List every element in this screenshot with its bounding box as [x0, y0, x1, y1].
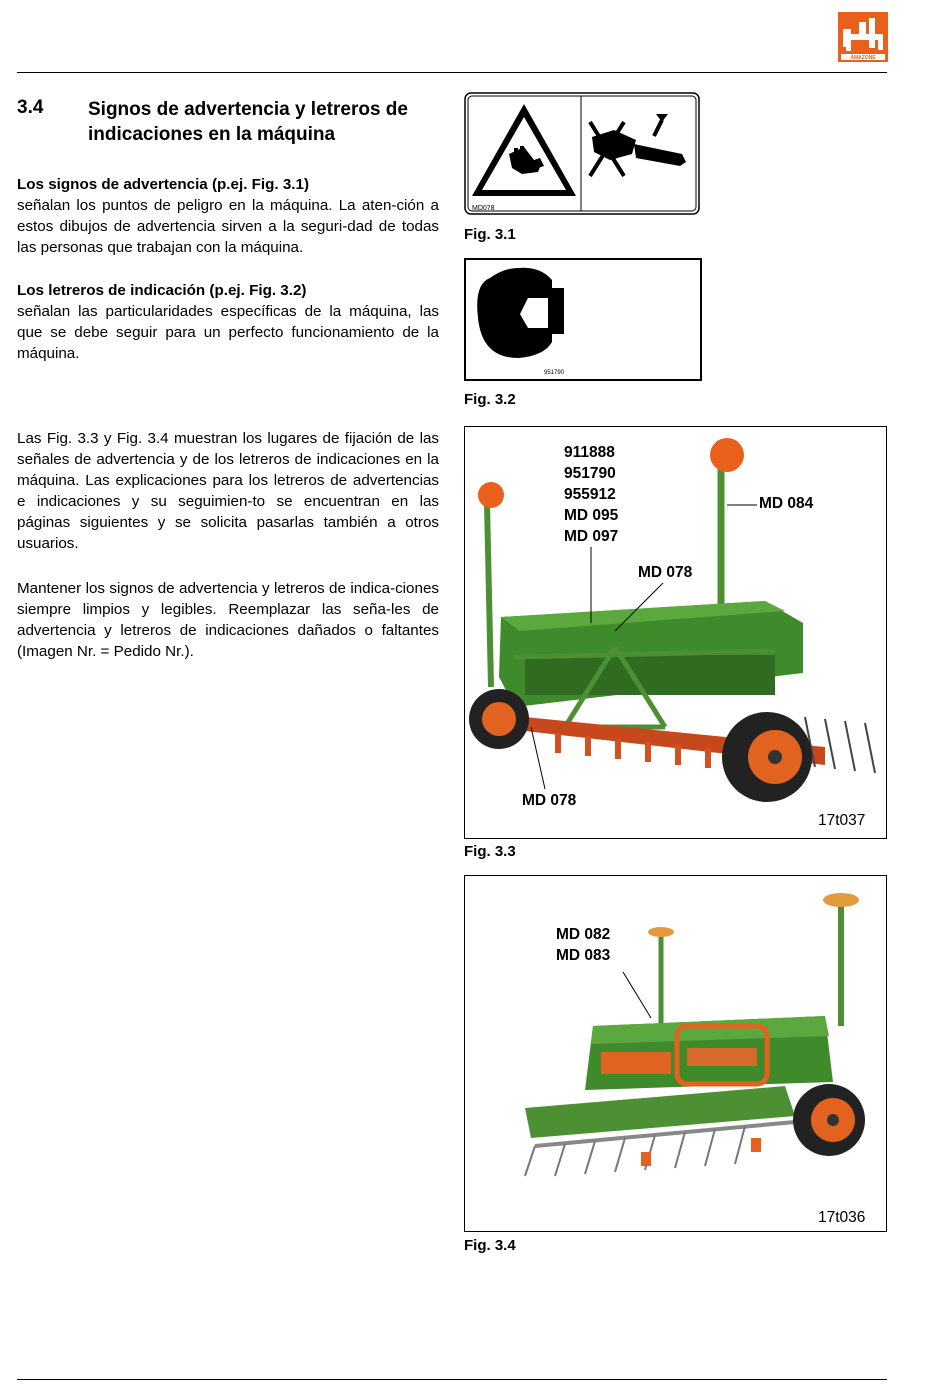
- locations-paragraph: Las Fig. 3.3 y Fig. 3.4 muestran los lugares de fijación de las señales de advertencia y de los letreros de indicaciones en la máquina. Las explicaciones para los letreros de advertencias e indicaciones y su seguimien-to se encuentran en las páginas siguientes y se solicita pasarlas también a otros usuarios.: [17, 430, 439, 552]
- figure-caption-3-2: Fig. 3.2: [464, 391, 516, 408]
- warning-signs-paragraph: [17, 174, 439, 258]
- svg-text:AMAZONE: AMAZONE: [850, 55, 876, 61]
- callout-md097: MD 097: [564, 528, 619, 545]
- section-title: Signos de advertencia y letreros de indicaciones en la máquina: [88, 99, 408, 145]
- callout-md095: MD 095: [564, 507, 619, 524]
- callout-md082: MD 082: [556, 926, 611, 943]
- callout-md078-bottom: MD 078: [522, 792, 577, 809]
- callout-md078-top: MD 078: [638, 564, 693, 581]
- callout-955912: 955912: [564, 486, 616, 503]
- figure-caption-3-3: Fig. 3.3: [464, 843, 516, 860]
- info-signs-paragraph: [17, 280, 439, 364]
- maintain-paragraph: Mantener los signos de advertencia y letreros de indica-ciones siempre limpios y legibles. Reemplazar las seña-les de advertencia y letreros de indicaciones dañados o faltantes (Imagen Nr. = Pedido Nr.).: [17, 580, 439, 660]
- figure-caption-3-1: Fig. 3.1: [464, 226, 516, 243]
- warning-signs-body: señalan los puntos de peligro en la máquina. La aten-ción a estos dibujos de advertencia sirven a la seguri-dad de todas las personas que trabajan con la máquina.: [17, 197, 439, 256]
- amazone-logo: [838, 12, 888, 62]
- callout-group-numbers: [564, 442, 618, 547]
- image-id-17t037: 17t037: [818, 812, 866, 829]
- seed-drill-front-photo: [464, 875, 887, 1232]
- seed-drill-rear-photo: [464, 426, 887, 839]
- svg-text:MD078: MD078: [472, 205, 495, 212]
- info-signs-heading: Los letreros de indicación (p.ej. Fig. 3.2): [17, 282, 307, 299]
- info-signs-body: señalan las particularidades específicas de la máquina, las que se debe seguir para un perfecto funcionamiento de la máquina.: [17, 303, 439, 362]
- svg-text:951790: 951790: [544, 370, 565, 376]
- callout-md082-md083: [556, 924, 610, 966]
- header-rule: [17, 72, 887, 73]
- callout-911888: 911888: [564, 444, 615, 461]
- callout-951790: 951790: [564, 465, 616, 482]
- footer-rule: [17, 1379, 887, 1380]
- warning-sticker-figure: [464, 92, 700, 215]
- callout-md084: MD 084: [759, 495, 814, 512]
- info-sticker-figure: [464, 258, 702, 381]
- warning-signs-heading: Los signos de advertencia (p.ej. Fig. 3.1): [17, 176, 310, 193]
- figure-caption-3-4: Fig. 3.4: [464, 1237, 516, 1254]
- section-number: 3.4: [17, 97, 44, 118]
- image-id-17t036: 17t036: [818, 1209, 866, 1226]
- callout-md083: MD 083: [556, 947, 611, 964]
